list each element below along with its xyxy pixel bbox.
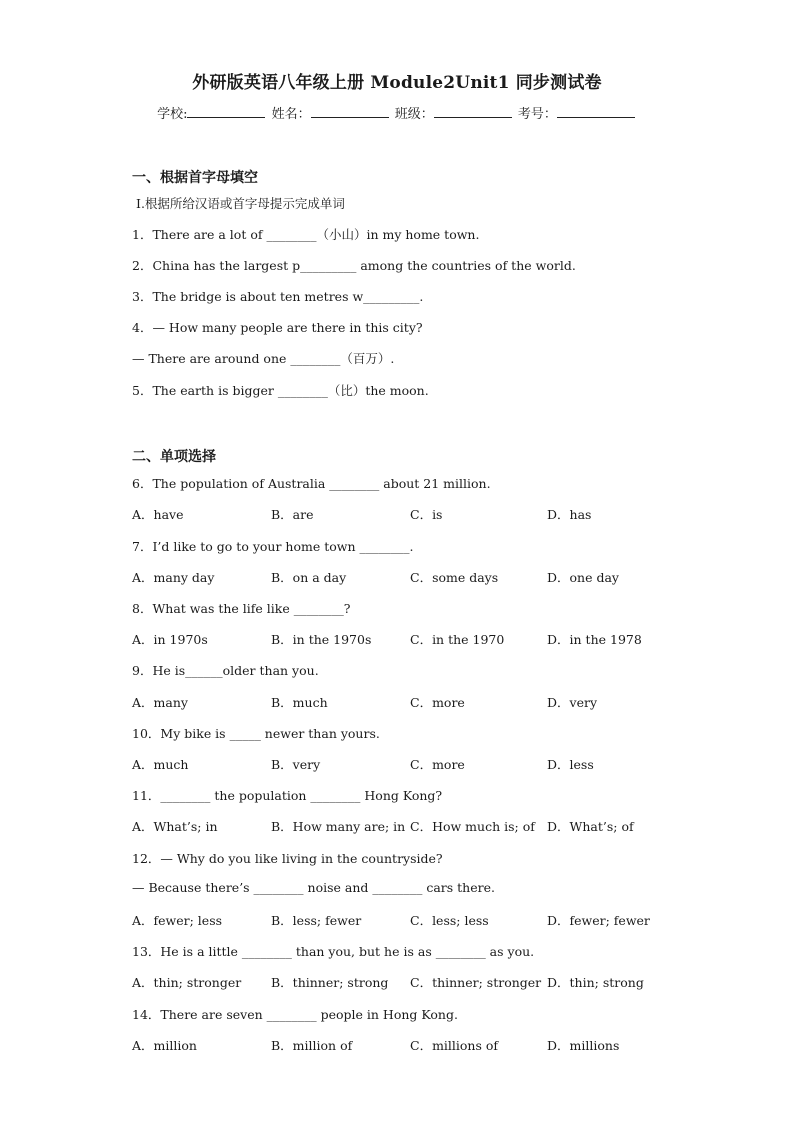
section-1-title: 一、根据首字母填空 xyxy=(132,170,258,186)
question-7-option-a: A．many day xyxy=(132,570,215,585)
question-13-option-c: C．thinner; stronger xyxy=(410,975,542,990)
question-9-option-a: A．many xyxy=(132,695,188,710)
question-10-option-c: C．more xyxy=(410,757,465,772)
question-10-option-b: B．very xyxy=(271,757,321,772)
question-12-option-a: A．fewer; less xyxy=(132,913,223,928)
question-14-option-a: A．million xyxy=(132,1038,197,1053)
question-9-option-c: C．more xyxy=(410,695,465,710)
question-8-option-b: B．in the 1970s xyxy=(271,632,372,647)
question-7-option-c: C．some days xyxy=(410,570,499,585)
name-label: 姓名： xyxy=(271,107,311,122)
name-blank xyxy=(311,105,389,118)
question-14-option-b: B．million of xyxy=(271,1038,353,1053)
question-11-option-c: C．How much is; of xyxy=(410,819,535,834)
question-3: 3．The bridge is about ten metres w_________. xyxy=(132,289,424,304)
question-7: 7．I’d like to go to your home town ________. xyxy=(132,539,414,554)
section-2-title: 二、单项选择 xyxy=(132,449,216,465)
school-label: 学校: xyxy=(157,107,188,122)
question-8-option-a: A．in 1970s xyxy=(132,632,208,647)
class-blank xyxy=(434,105,512,118)
question-1: 1．There are a lot of ________（小山）in my home town. xyxy=(132,227,480,242)
question-6-option-d: D．has xyxy=(547,507,592,522)
question-12-option-b: B．less; fewer xyxy=(271,913,362,928)
question-8-option-c: C．in the 1970 xyxy=(410,632,505,647)
question-13: 13．He is a little ________ than you, but he is as ________ as you. xyxy=(132,944,535,959)
question-14-option-c: C．millions of xyxy=(410,1038,499,1053)
question-12: 12．— Why do you like living in the countryside? xyxy=(132,851,443,866)
section-1-instruction: Ⅰ.根据所给汉语或首字母提示完成单词 xyxy=(136,196,345,211)
question-9: 9．He is______older than you. xyxy=(132,663,319,678)
question-10: 10．My bike is _____ newer than yours. xyxy=(132,726,380,741)
question-5: 5．The earth is bigger ________（比）the moon. xyxy=(132,383,429,398)
question-7-option-d: D．one day xyxy=(547,570,619,585)
page-title: 外研版英语八年级上册 Module2Unit1 同步测试卷 xyxy=(192,73,602,93)
question-6-option-a: A．have xyxy=(132,507,184,522)
question-6-option-b: B．are xyxy=(271,507,314,522)
question-7-option-b: B．on a day xyxy=(271,570,347,585)
question-14: 14．There are seven ________ people in Hong Kong. xyxy=(132,1007,458,1022)
question-2: 2．China has the largest p_________ among the countries of the world. xyxy=(132,258,576,273)
question-4-answer-line: — There are around one ________（百万）. xyxy=(132,351,395,366)
question-9-option-d: D．very xyxy=(547,695,598,710)
question-10-option-d: D．less xyxy=(547,757,594,772)
question-14-option-d: D．millions xyxy=(547,1038,620,1053)
question-12-answer-line: — Because there’s ________ noise and ________ cars there. xyxy=(132,880,495,895)
number-label: 考号： xyxy=(517,107,557,122)
student-info-line xyxy=(0,103,794,122)
class-label: 班级： xyxy=(394,107,434,122)
question-11: 11．________ the population ________ Hong Kong? xyxy=(132,788,443,803)
question-13-option-d: D．thin; strong xyxy=(547,975,644,990)
question-6-option-c: C．is xyxy=(410,507,443,522)
question-10-option-a: A．much xyxy=(132,757,189,772)
question-6: 6．The population of Australia ________ about 21 million. xyxy=(132,476,491,491)
question-12-option-d: D．fewer; fewer xyxy=(547,913,650,928)
question-4: 4．— How many people are there in this city? xyxy=(132,320,423,335)
question-12-option-c: C．less; less xyxy=(410,913,489,928)
question-13-option-b: B．thinner; strong xyxy=(271,975,389,990)
school-blank xyxy=(187,105,265,118)
question-11-option-d: D．What’s; of xyxy=(547,819,634,834)
question-11-option-b: B．How many are; in xyxy=(271,819,406,834)
question-13-option-a: A．thin; stronger xyxy=(132,975,242,990)
question-8: 8．What was the life like ________? xyxy=(132,601,351,616)
question-11-option-a: A．What’s; in xyxy=(132,819,218,834)
question-8-option-d: D．in the 1978 xyxy=(547,632,642,647)
question-9-option-b: B．much xyxy=(271,695,328,710)
number-blank xyxy=(557,105,635,118)
